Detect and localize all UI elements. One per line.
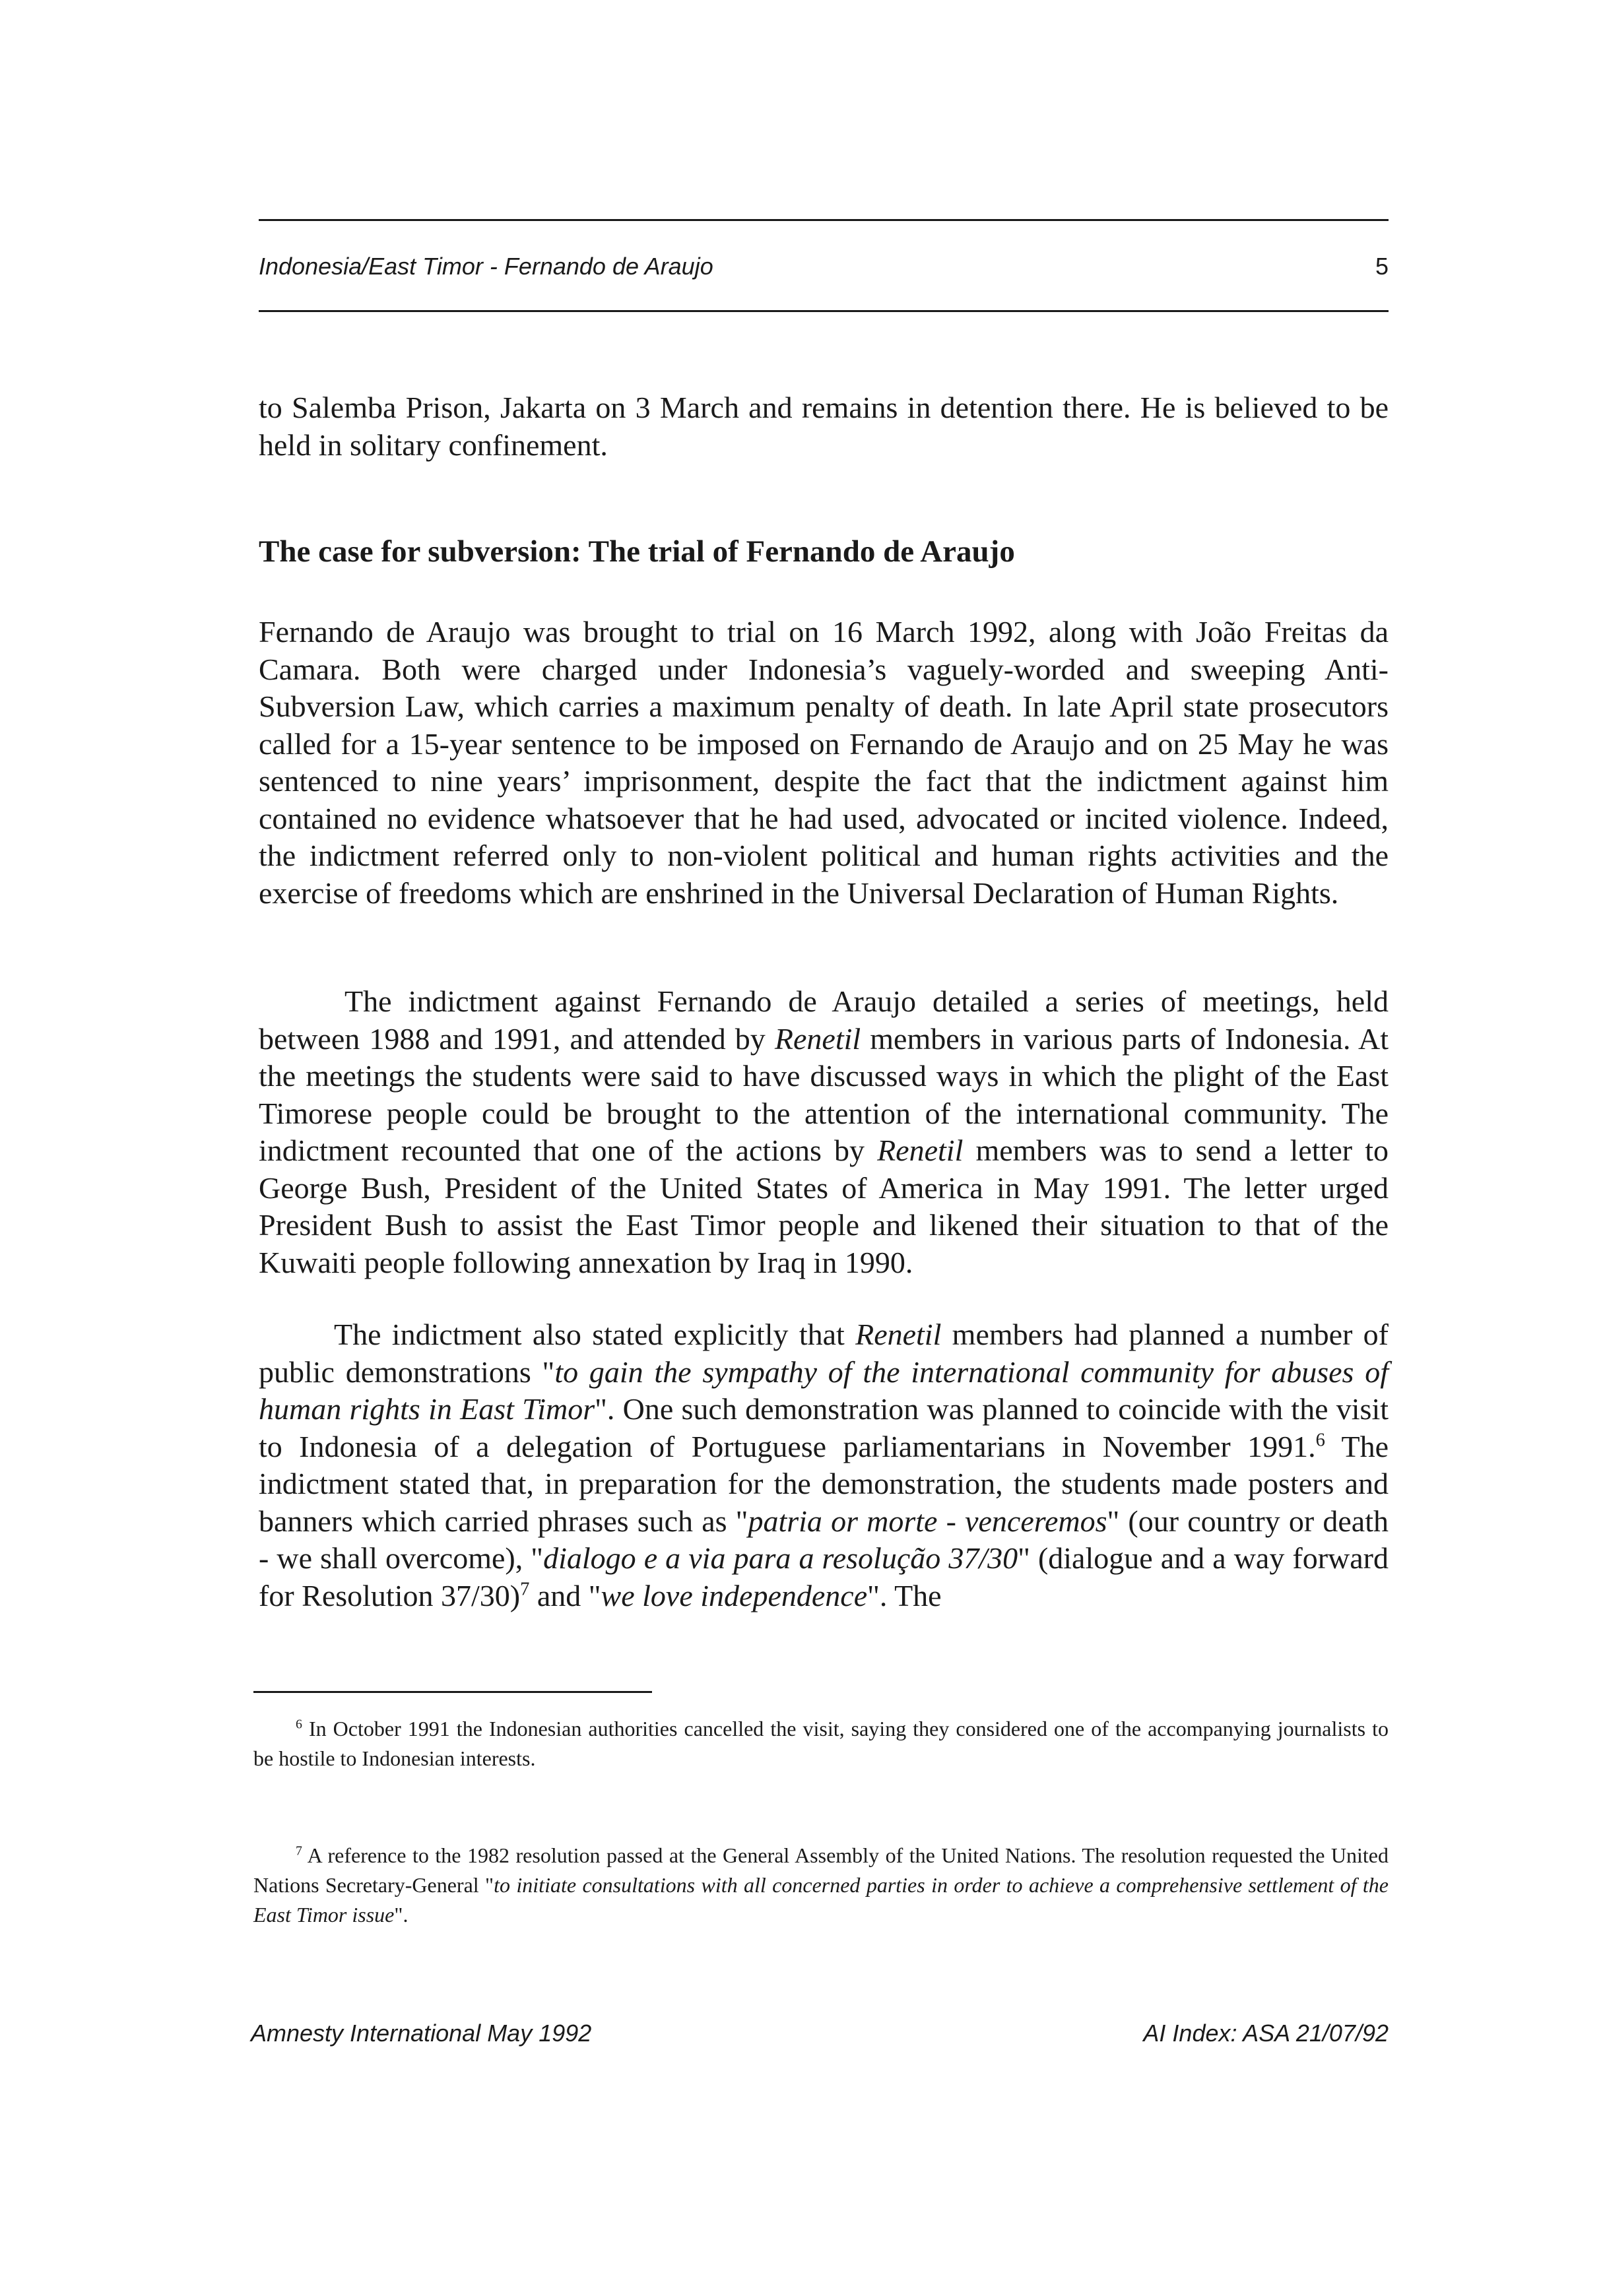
paragraph-3-text-f: " (dialogue and a way forward for Resolution 37/30) (259, 1541, 1389, 1612)
paragraph-3-text-h: ". The (867, 1578, 942, 1612)
footnote-6 (253, 1714, 1389, 1773)
footnote-text: In October 1991 the Indonesian authorities cancelled the visit, saying they considered one of the accompanying journalists to be hostile to Indonesian interests. (253, 1717, 1389, 1770)
footnote-7 (253, 1841, 1389, 1930)
quote-sympathy: to gain the sympathy of the international community for abuses of human rights in East Timor (259, 1355, 1389, 1426)
paragraph-3-text-d: The indictment stated that, in preparation for the demonstration, the students made posters and banners which carried phrases such as " (259, 1429, 1389, 1538)
intro-paragraph: to Salemba Prison, Jakarta on 3 March and remains in detention there. He is believed to be held in solitary confinement. (259, 391, 1389, 462)
paragraph-2-text-c: members was to send a letter to George Bush, President of the United States of America in May 1991. The letter urged President Bush to assist the East Timor people and likened their situation to that of the Kuwaiti people following annexation by Iraq in 1990. (259, 1133, 1389, 1279)
footer-publisher: Amnesty International May 1992 (251, 2020, 592, 2047)
quote-patria: patria or morte - venceremos (748, 1504, 1107, 1538)
footer-index: AI Index: ASA 21/07/92 (1143, 2020, 1389, 2047)
paragraph-3 (259, 1316, 1389, 1614)
renetil-term: Renetil (855, 1318, 942, 1351)
footnote-ref-6[interactable]: 6 (1315, 1430, 1325, 1451)
renetil-term: Renetil (877, 1133, 964, 1167)
paragraph-3-text-b: members had planned a number of public demonstrations " (259, 1318, 1389, 1389)
header-top-rule (259, 219, 1389, 221)
renetil-term: Renetil (774, 1021, 861, 1056)
running-title: Indonesia/East Timor - Fernando de Araujo (259, 253, 713, 280)
page-number: 5 (1375, 253, 1389, 280)
footnote-ref-7[interactable]: 7 (520, 1579, 530, 1600)
footnote-separator (253, 1691, 652, 1693)
quote-independence: we love independence (601, 1578, 868, 1612)
paragraph-3-text-c: ". One such demonstration was planned to coincide with the visit to Indonesia of a delegation of Portuguese parliamentarians in November 1991. (259, 1392, 1389, 1463)
header-bottom-rule (259, 310, 1389, 312)
section-heading: The case for subversion: The trial of Fernando de Araujo (259, 534, 1015, 569)
footnote-text-b: ". (394, 1903, 409, 1927)
paragraph-2-text-a: The indictment against Fernando de Araujo detailed a series of meetings, held between 1988 and 1991, and attended by (259, 984, 1389, 1056)
quote-dialogo: dialogo e a via para a resolução 37/30 (543, 1541, 1018, 1575)
paragraph-3-text-e: " (our country or death - we shall overcome), " (259, 1504, 1389, 1575)
paragraph-1: Fernando de Araujo was brought to trial on 16 March 1992, along with João Freitas da Camara. Both were charged under Indonesia’s vaguely-worded and sweeping Anti-Subversion Law, which carries a maximum penalty of death. In late April state prosecutors called for a 15-year sentence to be imposed on Fernando de Araujo and on 25 May he was sentenced to nine years’ imprisonment, despite the fact that the indictment against him contained no evidence whatsoever that he had used, advocated or incited violence. Indeed, the indictment referred only to non-violent political and human rights activities and the exercise of freedoms which are enshrined in the Universal Declaration of Human Rights. (259, 615, 1389, 910)
paragraph-3-text-g: and " (529, 1578, 601, 1612)
paragraph-3-text-a: The indictment also stated explicitly that (334, 1318, 856, 1351)
footnote-number: 6 (296, 1717, 302, 1732)
paragraph-2-text-b: members in various parts of Indonesia. At the meetings the students were said to have discussed ways in which the plight of the East Timorese people could be brought to the attention of the international community. The indictment recounted that one of the actions by (259, 1021, 1389, 1167)
footnote-quote: to initiate consultations with all concerned parties in order to achieve a comprehensive settlement of the East Timor issue (253, 1873, 1389, 1927)
footnote-text-a: A reference to the 1982 resolution passed at the General Assembly of the United Nations. The resolution requested the United Nations Secretary-General " (253, 1843, 1389, 1897)
paragraph-2 (259, 983, 1389, 1281)
footnote-number: 7 (296, 1843, 302, 1859)
